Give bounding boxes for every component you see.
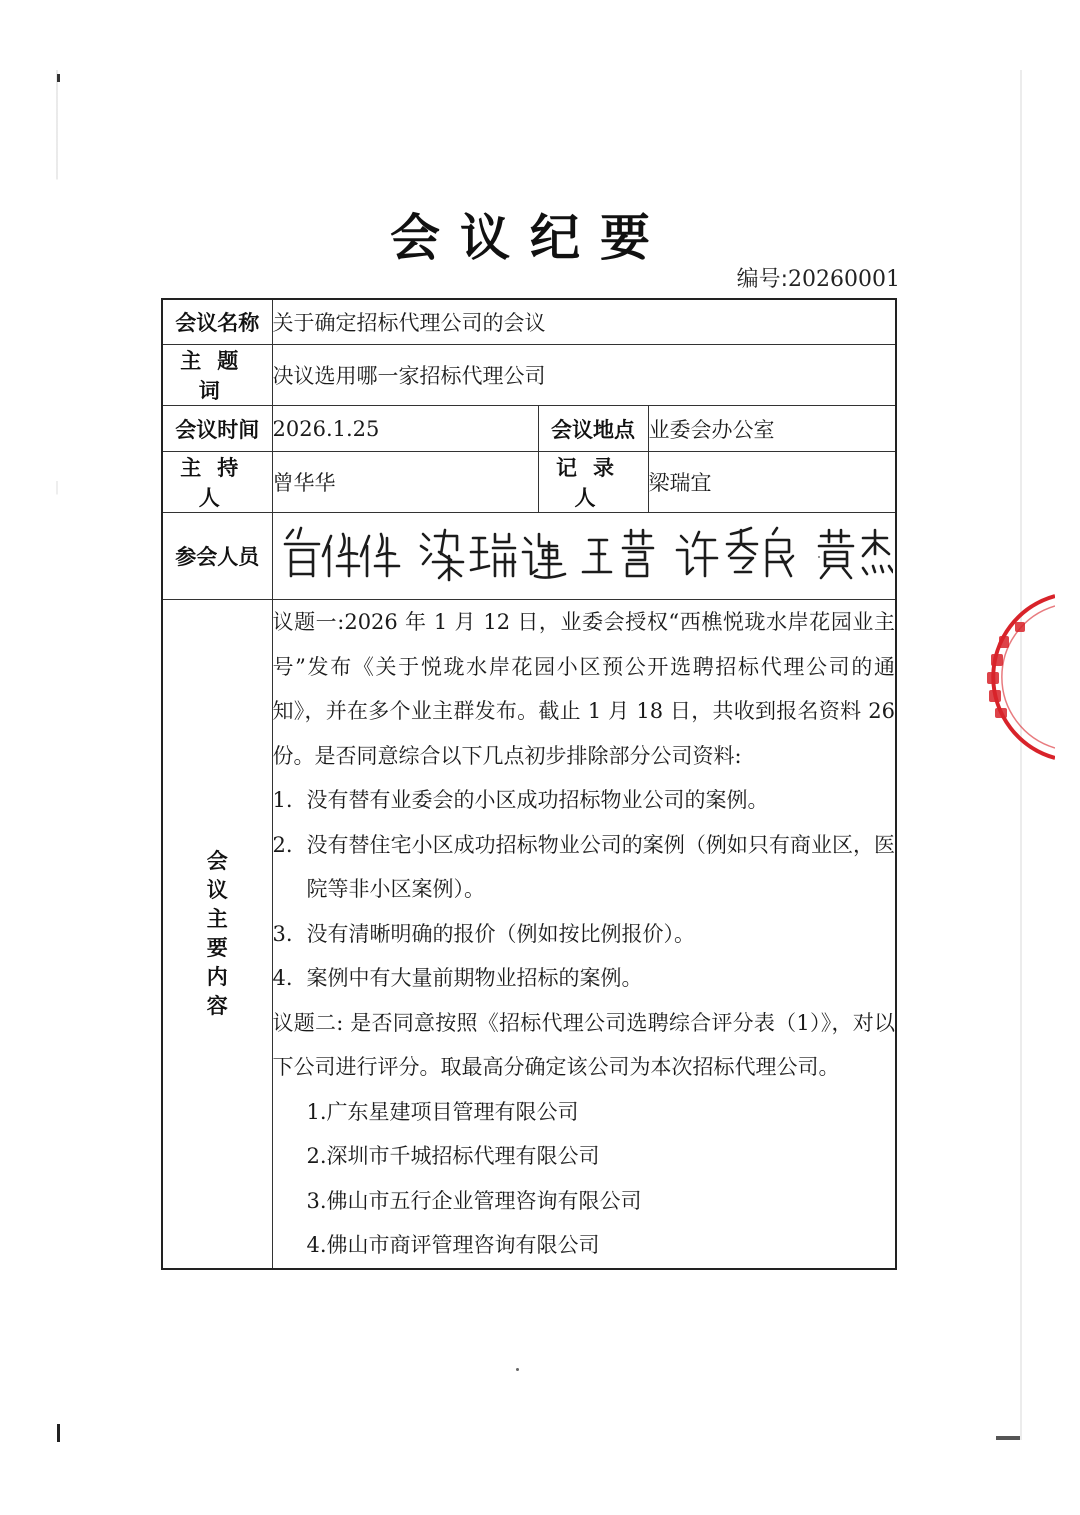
criterion-text: 案例中有大量前期物业招标的案例。 <box>306 966 643 990</box>
scan-mark <box>996 1436 1020 1440</box>
serial-number <box>700 262 900 293</box>
document-title: 会议纪要 <box>390 209 670 267</box>
row-subject <box>162 345 896 406</box>
signature-1 <box>285 528 399 576</box>
scan-mark <box>57 1424 60 1442</box>
row-content <box>162 600 896 1269</box>
official-seal <box>975 592 1055 762</box>
scan-mark <box>57 74 60 82</box>
host-value: 曾华华 <box>272 452 538 513</box>
topic-1: 议题一:2026 年 1 月 12 日，业委会授权“西樵悦珑水岸花园业主号”发布《关于悦珑水岸花园小区预公开选聘招标代理公司的通知》，并在多个业主群发布。截止 1 月 18 日，共收到报名资料 26份。是否同意综合以下几点初步排除部分公司资料: <box>272 610 895 768</box>
serial-label: 编号: <box>736 267 789 292</box>
handwritten-signatures <box>273 516 893 596</box>
subject-label: 主题词 <box>162 345 272 406</box>
meeting-name-label: 会议名称 <box>162 299 272 345</box>
criterion-item <box>273 956 896 1001</box>
criterion-number: 3. <box>272 921 293 946</box>
row-host-recorder <box>162 452 896 513</box>
attendees-signatures <box>272 513 896 600</box>
company-item: 4.佛山市商评管理咨询有限公司 <box>306 1233 600 1257</box>
criterion-number: 4. <box>272 966 293 990</box>
criterion-item <box>273 912 896 957</box>
attendees-label: 参会人员 <box>162 513 272 600</box>
recorder-label: 记录人 <box>538 452 648 513</box>
signature-5 <box>819 530 893 578</box>
seal-mark <box>987 596 1055 758</box>
topic-2: 议题二: 是否同意按照《招标代理公司选聘综合评分表（1）》，对以下公司进行评分。取最高分确定该公司为本次招标代理公司。 <box>272 1010 895 1079</box>
recorder-value: 梁瑞宜 <box>648 452 896 513</box>
content-body <box>272 600 896 1269</box>
time-value: 2026.1.25 <box>272 406 538 452</box>
row-time-location <box>162 406 896 452</box>
location-value: 业委会办公室 <box>648 406 896 452</box>
content-label: 会议主要内容 <box>206 848 228 1018</box>
host-label: 主持人 <box>162 452 272 513</box>
company-item: 2.深圳市千城招标代理有限公司 <box>306 1144 600 1168</box>
minutes-table <box>161 298 897 1270</box>
criterion-text: 没有清晰明确的报价（例如按比例报价）。 <box>306 921 695 946</box>
content-label-cell <box>162 600 272 1269</box>
subject-value: 决议选用哪一家招标代理公司 <box>272 345 896 406</box>
criterion-item <box>273 778 896 823</box>
signature-2 <box>421 530 565 580</box>
time-label: 会议时间 <box>162 406 272 452</box>
signature-4 <box>677 528 793 576</box>
criterion-item <box>273 823 896 912</box>
criterion-number: 1. <box>272 788 293 812</box>
meeting-name-value: 关于确定招标代理公司的会议 <box>272 299 896 345</box>
scan-edge <box>56 70 58 1440</box>
row-attendees <box>162 513 896 600</box>
signature-3 <box>583 530 653 576</box>
criterion-text: 没有替有业委会的小区成功招标物业公司的案例。 <box>306 788 769 812</box>
criterion-number: 2. <box>272 832 293 857</box>
company-item: 3.佛山市五行企业管理咨询有限公司 <box>306 1188 642 1213</box>
location-label: 会议地点 <box>538 406 648 452</box>
company-item: 1.广东星建项目管理有限公司 <box>306 1099 579 1124</box>
scan-speck <box>516 1368 519 1371</box>
row-meeting-name <box>162 299 896 345</box>
serial-value: 20260001 <box>788 267 900 292</box>
criterion-text: 没有替住宅小区成功招标物业公司的案例（例如只有商业区，医院等非小区案例）。 <box>306 832 895 901</box>
